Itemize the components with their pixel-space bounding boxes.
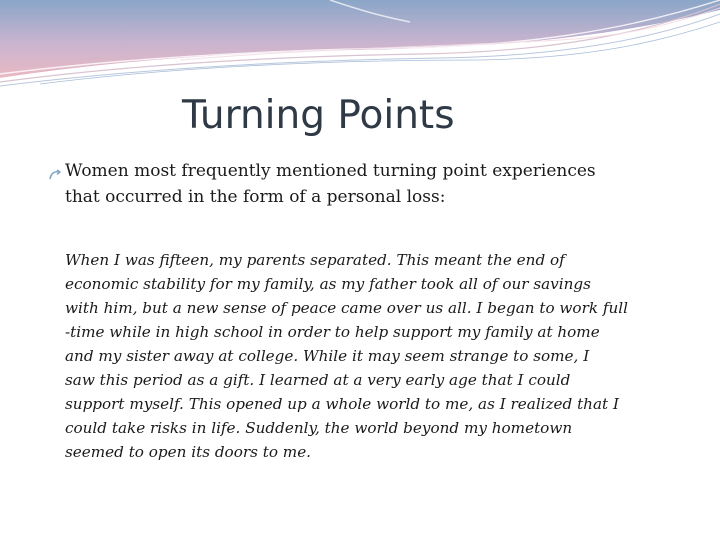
quote-line: saw this period as a gift. I learned at a very early age that I could [65, 371, 571, 389]
slide-title: Turning Points [182, 93, 455, 138]
quote-block [65, 248, 705, 464]
quote-line: with him, but a new sense of peace came over us all. I began to work full [65, 299, 628, 317]
quote-line: seemed to open its doors to me. [65, 443, 312, 461]
quote-line: support myself. This opened up a whole world to me, as I realized that I [65, 395, 619, 413]
bullet-item [48, 158, 708, 210]
quote-line: could take risks in life. Suddenly, the world beyond my hometown [65, 419, 573, 437]
quote-line: and my sister away at college. While it may seem strange to some, I [65, 347, 590, 365]
quote-line: -time while in high school in order to help support my family at home [65, 323, 600, 341]
quote-line: economic stability for my family, as my father took all of our savings [65, 275, 591, 293]
bullet-text [65, 158, 708, 210]
header-decoration [0, 0, 720, 90]
quote-line: When I was fifteen, my parents separated. This meant the end of [65, 251, 565, 269]
bullet-text-line2: that occurred in the form of a personal loss: [65, 187, 446, 207]
curved-arrow-bullet-icon [48, 167, 62, 181]
bullet-text-line1: Women most frequently mentioned turning point experiences [65, 161, 596, 181]
